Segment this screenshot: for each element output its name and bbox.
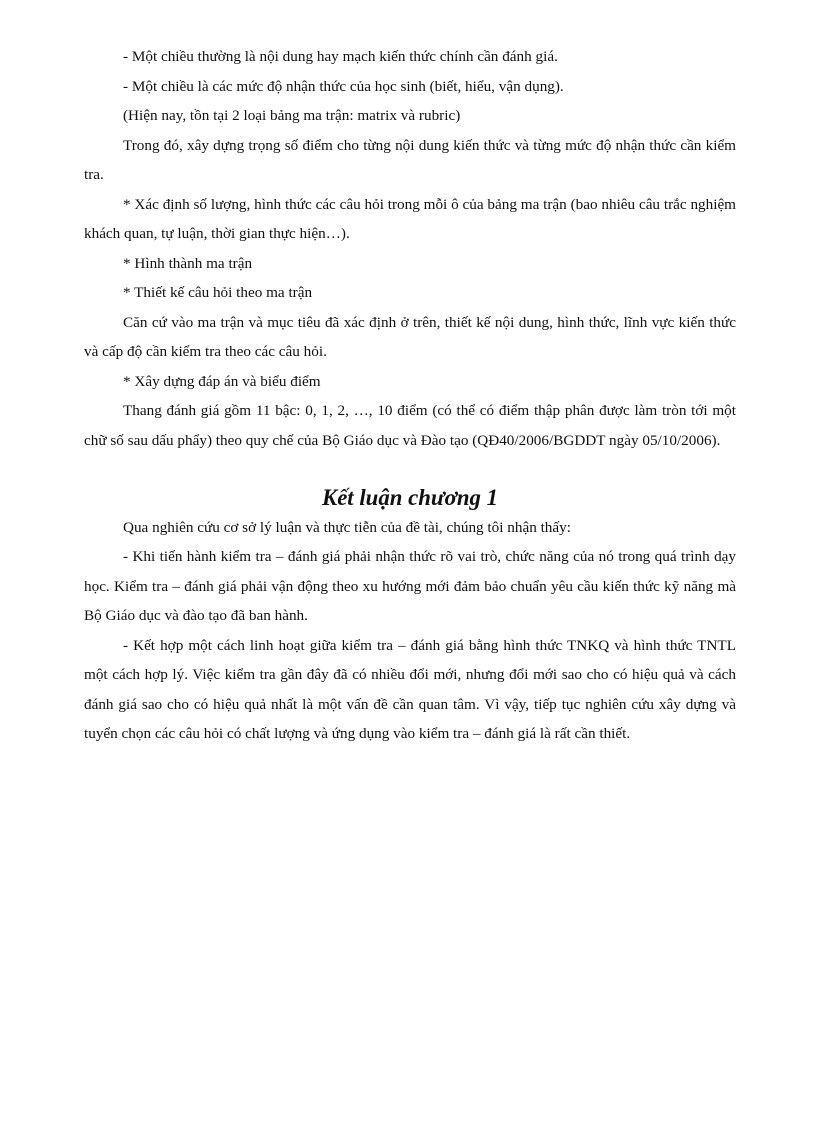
paragraph-grading-scale: Thang đánh giá gồm 11 bậc: 0, 1, 2, …, 10 điểm (có thể có điểm thập phân được làm tròn tới một chữ số sau dấu phẩy) theo quy chế của Bộ Giáo dục và Đào tạo (QĐ40/2006/BGDDT ngày 05/10/2006).: [84, 402, 736, 449]
page-body: [84, 42, 736, 749]
paragraph-weighting: Trong đó, xây dựng trọng số điểm cho từng nội dung kiến thức và từng mức độ nhận thức cần kiểm tra.: [84, 136, 736, 183]
conclusion-point-role: - Khi tiến hành kiểm tra – đánh giá phải nhận thức rõ vai trò, chức năng của nó trong quá trình dạy học. Kiểm tra – đánh giá phải vận động theo xu hướng mới đảm bảo chuẩn yêu cầu kiến thức kỹ năng mà Bộ Giáo dục và đào tạo đã ban hành.: [84, 548, 736, 624]
step-form-matrix: * Hình thành ma trận: [123, 254, 253, 272]
matrix-types-note: (Hiện nay, tồn tại 2 loại bảng ma trận: matrix và rubric): [123, 107, 461, 124]
bullet-dimension-content: - Một chiều thường là nội dung hay mạch kiến thức chính cần đánh giá.: [123, 48, 558, 65]
section-heading-chapter-conclusion: Kết luận chương 1: [321, 485, 498, 510]
step-answer-key: * Xây dựng đáp án và biểu điểm: [123, 372, 321, 390]
conclusion-point-combination: - Kết hợp một cách linh hoạt giữa kiểm tra – đánh giá bằng hình thức TNKQ và hình thức TNTL một cách hợp lý. Việc kiểm tra gần đây đã có nhiều đổi mới, nhưng đổi mới sao cho có hiệu quả và cách đánh giá sao cho có hiệu quả nhất là một vấn đề cần quan tâm. Vì vậy, tiếp tục nghiên cứu xây dựng và tuyển chọn các câu hỏi có chất lượng và ứng dụng vào kiểm tra – đánh giá là rất cần thiết.: [84, 636, 736, 742]
step-question-count: * Xác định số lượng, hình thức các câu hỏi trong mỗi ô của bảng ma trận (bao nhiêu câu trắc nghiệm khách quan, tự luận, thời gian thực hiện…).: [84, 195, 736, 242]
conclusion-intro: Qua nghiên cứu cơ sở lý luận và thực tiễn của đề tài, chúng tôi nhận thấy:: [123, 518, 571, 536]
step-design-questions: * Thiết kế câu hỏi theo ma trận: [123, 284, 313, 301]
bullet-dimension-cognitive: - Một chiều là các mức độ nhận thức của học sinh (biết, hiểu, vận dụng).: [123, 77, 564, 95]
paragraph-design-basis: Căn cứ vào ma trận và mục tiêu đã xác định ở trên, thiết kế nội dung, hình thức, lĩnh vực kiến thức và cấp độ cần kiểm tra theo các câu hỏi.: [84, 313, 736, 360]
